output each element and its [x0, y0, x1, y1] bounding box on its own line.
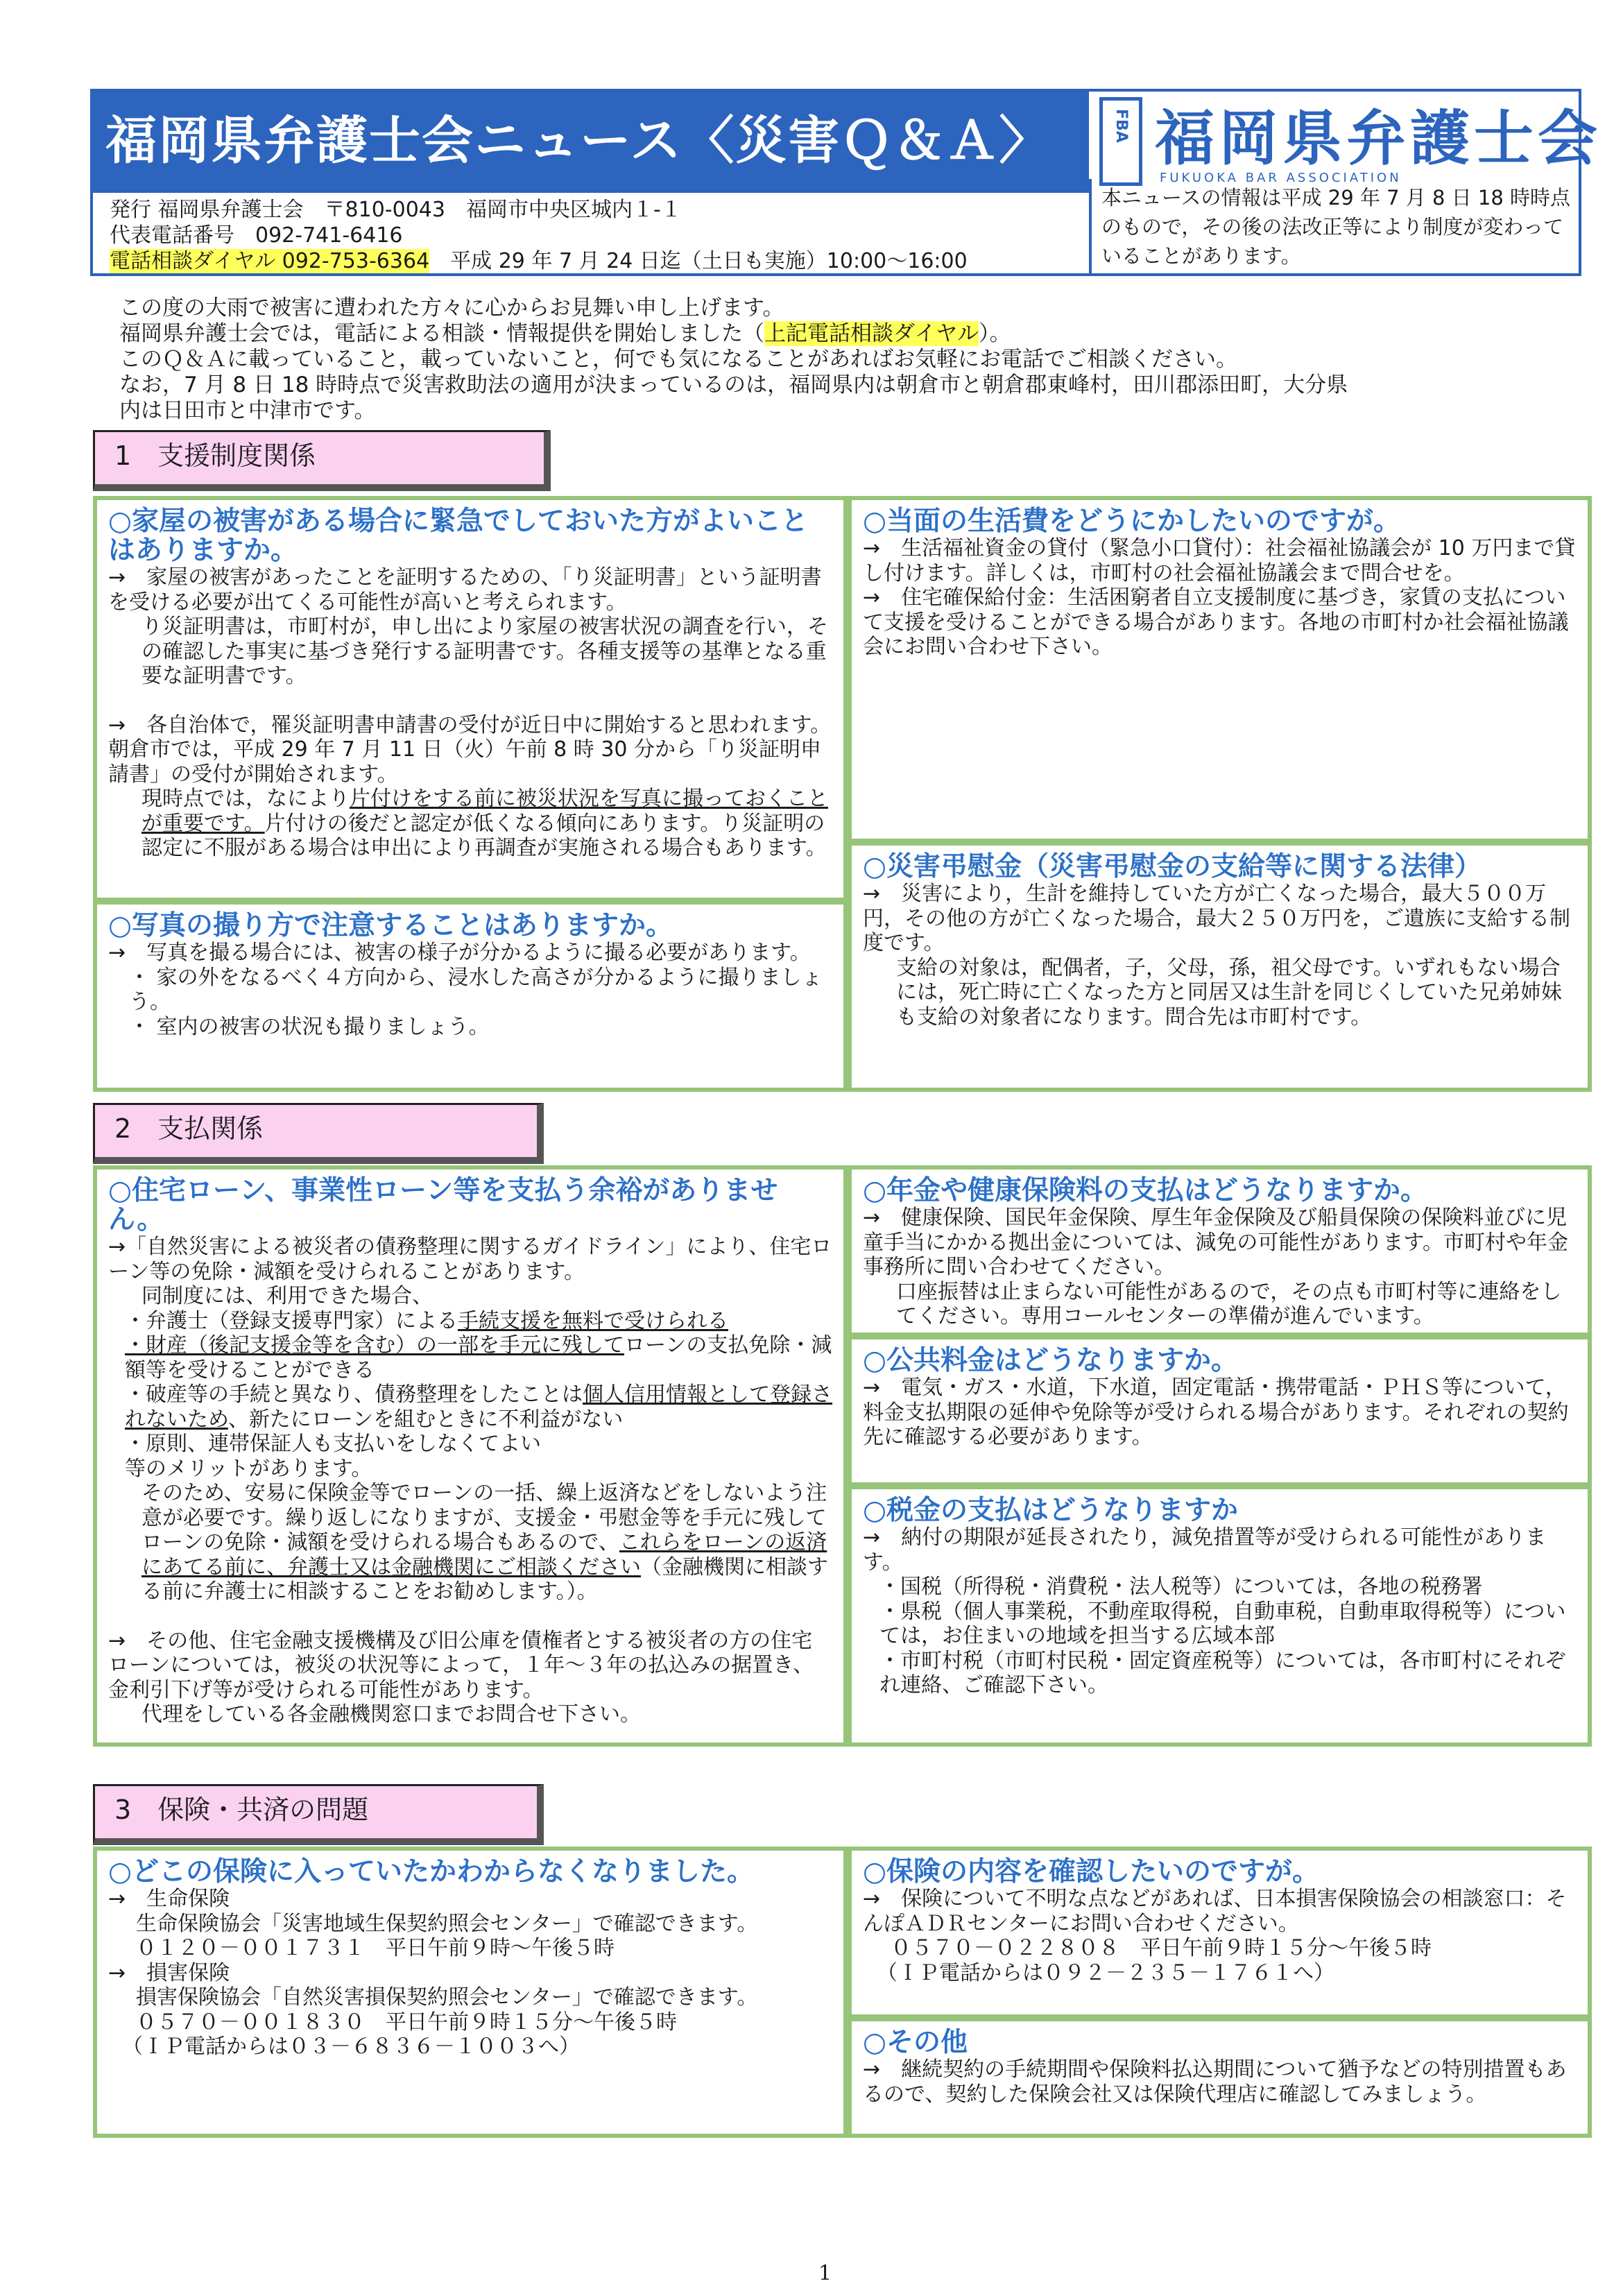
intro-text-part: ）。 [979, 321, 1011, 346]
qa-box-photo-tips [93, 900, 848, 1092]
answer-paragraph: → 保険について不明な点などがあれば、日本損害保険協会の相談窓口：そんぽＡＤＲセンターにお問い合わせください。 [863, 1887, 1567, 1936]
answer-text: ・破産等の手続と異なり、債務整理をしたことは [125, 1382, 583, 1407]
section-header-2: 2 支払関係 [93, 1103, 544, 1164]
section-header-1: 1 支援制度関係 [93, 430, 551, 491]
answer-text: （金融機関に相談する前に弁護士に相談することをお勧めします。）。 [141, 1554, 828, 1604]
publisher-line: 発行 福岡県弁護士会 〒810-0043 福岡市中央区城内１-１ [110, 198, 682, 222]
answer-line: 生命保険協会「災害地域生保契約照会センター」で確認できます。 [136, 1911, 758, 1936]
answer-text: そのため、安易に保険金等でローンの一括、繰上返済などをしないよう注意が必要です。繰り返しになりますが、支援金・弔慰金等を手元に残してローンの免除・減額を受けられる場合もあるので、 [141, 1481, 827, 1554]
answer-bullet: ・国税（所得税・消費税・法人税等）については，各地の税務署 [879, 1575, 1483, 1599]
answer-underlined: これらをローンの返済にあてる前に、弁護士又は金融機関にご相談ください [141, 1530, 827, 1579]
answer-paragraph [108, 1481, 832, 1604]
intro-line: 内は日田市と中津市です。 [119, 398, 376, 423]
intro-text [119, 295, 1562, 424]
answer-text: 、新たにローンを組むときに不利益がない [227, 1407, 624, 1432]
consult-dial: 電話相談ダイヤル 092-753-6364 [110, 249, 430, 273]
question-title: ○当面の生活費をどうにかしたいのですが。 [863, 506, 1401, 537]
qa-box-house-damage [93, 496, 848, 902]
qa-box-pension-insurance [848, 1165, 1592, 1337]
question-title: ○写真の撮り方で注意することはありますか。 [108, 910, 673, 941]
qa-box-other [848, 2017, 1592, 2138]
phone-number-line: （ＩＰ電話からは０３－６８３６－１００３へ） [122, 2034, 580, 2059]
answer-bullet: ・原則、連帯保証人も支払いをしなくてよい [125, 1432, 541, 1456]
answer-bullet: ・市町村税（市町村民税・固定資産税等）については，各市町村にそれぞれ連絡、ご確認下さい。 [879, 1648, 1566, 1697]
answer-bullet: ・県税（個人事業税，不動産取得税，自動車税，自動車取得税等）については，お住まいの地域を担当する広域本部 [879, 1599, 1566, 1648]
answer-line: → 生命保険 [108, 1887, 230, 1911]
question-title: ○保険の内容を確認したいのですが。 [863, 1856, 1320, 1887]
question-title: ○税金の支払はどうなりますか [863, 1495, 1239, 1526]
qa-box-condolence-money [848, 841, 1592, 1092]
answer-paragraph: 口座振替は止まらない可能性があるので，その点も市町村等に連絡をしてください。専用コールセンターの準備が進んでいます。 [896, 1279, 1562, 1328]
phone-line: 代表電話番号 092-741-6416 [110, 223, 403, 248]
question-title: ○災害弔慰金（災害弔慰金の支給等に関する法律） [863, 851, 1482, 882]
intro-line: この度の大雨で被害に遭われた方々に心からお見舞い申し上げます。 [119, 295, 784, 320]
answer-bullet [108, 1333, 832, 1382]
answer-paragraph: → 電気・ガス・水道，下水道，固定電話・携帯電話・ＰＨＳ等について，料金支払期限の延伸や免除等が受けられる場合があります。それぞれの契約先に確認する必要があります。 [863, 1376, 1569, 1449]
notice-box: 本ニュースの情報は平成 29 年 7 月 8 日 18 時時点のもので，その後の法改正等により制度が変わっていることがあります。 [1089, 179, 1581, 276]
answer-paragraph: → 写真を撮る場合には、被害の様子が分かるように撮る必要があります。 [108, 941, 811, 965]
question-title: ○住宅ローン、事業性ローン等を支払う余裕がありません。 [108, 1175, 778, 1235]
answer-paragraph: → 健康保険、国民年金保険、厚生年金保険及び船員保険の保険料並びに児童手当にかかる拠出金については、減免の可能性があります。市町村や年金事務所に問い合わせてください。 [863, 1206, 1568, 1279]
answer-paragraph: 代理をしている各金融機関窓口までお問合せ下さい。 [141, 1702, 641, 1727]
qa-box-check-insurance [848, 1847, 1592, 2019]
qa-box-loan-payment [93, 1165, 848, 1747]
answer-bullet [108, 1382, 832, 1432]
question-title: ○どこの保険に入っていたかわからなくなりました。 [108, 1856, 755, 1887]
phone-number-line: ０１２０－００１７３１ 平日午前９時～午後５時 [136, 1936, 615, 1960]
answer-paragraph: 支給の対象は，配偶者，子，父母，孫，祖父母です。いずれもない場合には，死亡時に亡くなった方と同居又は生計を同じくしていた兄弟姉妹も支給の対象者になります。問合先は市町村です。 [896, 955, 1562, 1029]
intro-line: なお，7 月 8 日 18 時時点で災害救助法の適用が決まっているのは，福岡県内は朝倉市と朝倉郡東峰村，田川郡添田町，大分県 [119, 372, 1348, 397]
answer-line: → 損害保険 [108, 1960, 230, 1985]
qa-box-unknown-insurer [93, 1847, 848, 2138]
answer-bullet: ・ 家の外をなるべく４方向から、浸水した高さが分かるように撮りましょう。 [129, 965, 823, 1014]
answer-text: ローンの支払免除・減額等を受けることができる [125, 1333, 832, 1382]
answer-paragraph: → その他、住宅金融支援機構及び旧公庫を債権者とする被災者の方の住宅ローンについては，被災の状況等によって，１年～３年の払込みの据置き、金利引下げ等が受けられる可能性があります。 [108, 1628, 814, 1702]
answer-paragraph: → 各自治体で，罹災証明書申請書の受付が近日中に開始すると思われます。朝倉市では，平成 29 年 7 月 11 日（火）午前 8 時 30 分から「り災証明申請書」の受付が開始されます。 [108, 712, 832, 787]
answer-underlined: ・財産（後記支援金等を含む）の一部を手元に残して [125, 1333, 624, 1357]
question-title: ○その他 [863, 2027, 968, 2058]
answer-paragraph: → 災害により，生計を維持していた方が亡くなった場合，最大５００万円，その他の方が亡くなった場合，最大２５０万円を，ご遺族に支給する制度です。 [863, 882, 1570, 955]
answer-paragraph: → 継続契約の手続期間や保険料払込期間について猶予などの特別措置もあるので、契約した保険会社又は保険代理店に確認してみましょう。 [863, 2057, 1567, 2107]
qa-box-living-expenses [848, 496, 1592, 843]
newsletter-title: 福岡県弁護士会ニュース〈災害Ｑ＆Ａ〉 [90, 89, 1089, 193]
answer-paragraph: → 納付の期限が延長されたり，減免措置等が受けられる可能性があります。 [863, 1525, 1547, 1575]
publisher-info [110, 197, 1081, 274]
question-title: ○家屋の被害がある場合に緊急でしておいた方がよいことはありますか。 [108, 506, 809, 566]
answer-paragraph: → 生活福祉資金の貸付（緊急小口貸付）：社会福祉協議会が 10 万円まで貸し付けます。詳しくは，市町村の社会福祉協議会まで問合せを。 [863, 536, 1576, 585]
answer-paragraph: → 家屋の被害があったことを証明するための、「り災証明書」という証明書を受ける必要が出てくる可能性が高いと考えられます。 [108, 565, 822, 615]
question-title: ○公共料金はどうなりますか。 [863, 1345, 1239, 1376]
intro-line: このＱ＆Ａに載っていること，載っていないこと，何でも気になることがあればお気軽にお電話でご相談ください。 [119, 347, 1237, 372]
answer-underlined: 個人信用情報として登録されないため [125, 1382, 832, 1432]
phone-number-line: （ＩＰ電話からは０９２－２３５－１７６１へ） [877, 1960, 1334, 1985]
bar-association-logo-sub: FUKUOKA BAR ASSOCIATION [1160, 171, 1402, 185]
qa-box-utilities [848, 1335, 1592, 1487]
page-number: 1 [818, 2261, 832, 2286]
answer-paragraph: 同制度には、利用できた場合、 [141, 1284, 433, 1308]
answer-underlined: 手続支援を無料で受けられる [458, 1308, 728, 1333]
bar-association-logo: 福岡県弁護士会 [1155, 103, 1601, 173]
intro-line [119, 321, 1562, 347]
consult-period: 平成 29 年 7 月 24 日迄（土日も実施）10:00～16:00 [429, 249, 968, 273]
qa-box-taxes [848, 1485, 1592, 1747]
answer-text: ・弁護士（登録支援専門家）による [125, 1308, 458, 1333]
answer-text: 等のメリットがあります。 [125, 1456, 372, 1481]
answer-bullet [108, 1309, 832, 1334]
intro-highlight: 上記電話相談ダイヤル [764, 321, 979, 346]
consult-line [110, 248, 1081, 274]
answer-line: 損害保険協会「自然災害損保契約照会センター」で確認できます。 [136, 1985, 758, 2010]
answer-paragraph: →「自然災害による被災者の債務整理に関するガイドライン」により、住宅ローン等の免除・減額を受けられることがあります。 [108, 1235, 832, 1284]
fba-logo-mark [1099, 97, 1142, 186]
question-title: ○年金や健康保険料の支払はどうなりますか。 [863, 1175, 1428, 1206]
section-header-3: 3 保険・共済の問題 [93, 1784, 544, 1845]
answer-text: 片付けの後だと認定が低くなる傾向にあります。り災証明の認定に不服がある場合は申出により再調査が実施される場合もあります。 [141, 811, 827, 860]
answer-paragraph [108, 787, 832, 861]
phone-number-line: ０５７０－００１８３０ 平日午前９時１５分～午後５時 [136, 2010, 677, 2034]
fba-logo-letters: FBA [1113, 109, 1130, 143]
answer-paragraph: → 住宅確保給付金：生活困窮者自立支援制度に基づき，家賃の支払について支援を受けることができる場合があります。各地の市町村か社会福祉協議会にお問い合わせ下さい。 [863, 585, 1569, 659]
answer-bullet: ・ 室内の被害の状況も撮りましょう。 [129, 1014, 490, 1039]
answer-paragraph: り災証明書は，市町村が，申し出により家屋の被害状況の調査を行い，その確認した事実に基づき発行する証明書です。各種支援等の基準となる重要な証明書です。 [141, 615, 828, 688]
phone-number-line: ０５７０－０２２８０８ 平日午前９時１５分～午後５時 [891, 1936, 1432, 1960]
answer-underlined: 片付けをする前に被災状況を写真に撮っておくことが重要です。 [141, 787, 828, 836]
answer-text: 現時点では，なにより [141, 787, 350, 811]
intro-text-part: 福岡県弁護士会では，電話による相談・情報提供を開始しました（ [119, 321, 764, 346]
